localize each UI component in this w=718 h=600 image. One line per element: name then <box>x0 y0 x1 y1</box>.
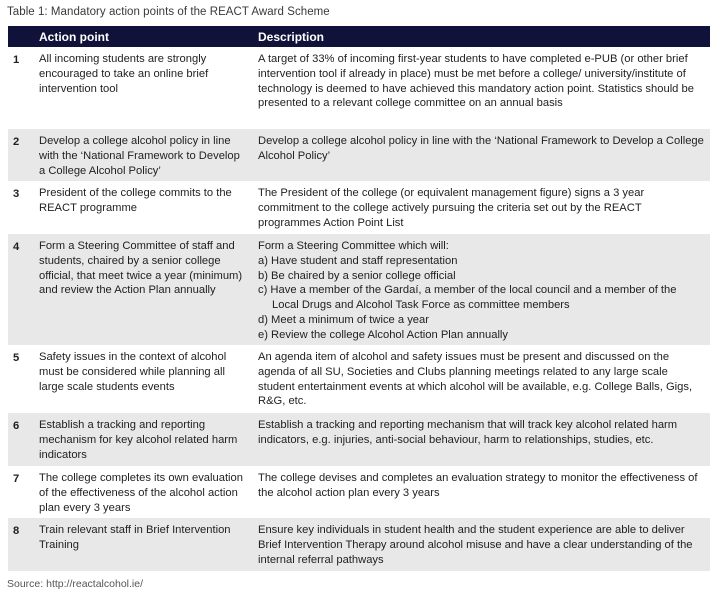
table-header-row <box>8 26 710 47</box>
row-number: 3 <box>13 188 20 200</box>
row-action-point: Establish a tracking and reporting mechanism for key alcohol related harm indicators <box>39 419 238 461</box>
row-action-point: The college completes its own evaluation of the effectiveness of the alcohol action plan every 3 years <box>39 472 243 514</box>
description-item: d) Meet a minimum of twice a year <box>258 313 429 326</box>
row-action-point: Train relevant staff in Brief Intervention Training <box>39 524 231 551</box>
table-row <box>8 518 710 571</box>
row-number: 1 <box>13 54 20 66</box>
row-action-point: President of the college commits to the REACT programme <box>39 187 232 214</box>
row-description: An agenda item of alcohol and safety issues must be present and discussed on the agenda of all SU, Societies and Clubs planning meetings related to any large scale student entertainment events at which alcohol will be available, e.g. College Balls, Gigs, R&G, etc. <box>258 351 693 408</box>
description-item: b) Be chaired by a senior college official <box>258 269 456 282</box>
description-item: c) Have a member of the Gardaí, a member of the local council and a member of the Local Drugs and Alcohol Task Force as committee members <box>258 284 677 312</box>
description-item: e) Review the college Alcohol Action Plan annually <box>258 328 509 341</box>
row-description: Ensure key individuals in student health and the student experience are able to deliver Brief Intervention Therapy around alcohol misuse and have a clear understanding of the internal referral pathways <box>258 524 693 566</box>
header-action-point: Action point <box>39 29 109 44</box>
row-number: 7 <box>13 473 20 485</box>
description-intro: Form a Steering Committee which will: <box>258 240 449 252</box>
table-row <box>8 413 710 466</box>
row-number: 6 <box>13 420 20 432</box>
row-description: Develop a college alcohol policy in line with the ‘National Framework to Develop a College Alcohol Policy’ <box>258 135 704 162</box>
row-description: Establish a tracking and reporting mechanism that will track key alcohol related harm indicators, e.g. injuries, anti-social behaviour, harm to relationships, studies, etc. <box>258 419 678 446</box>
row-number: 4 <box>13 241 20 253</box>
table-row <box>8 234 710 345</box>
table-row <box>8 47 710 129</box>
table-caption: Table 1: Mandatory action points of the REACT Award Scheme <box>7 6 330 18</box>
row-number: 2 <box>13 136 20 148</box>
row-action-point: Safety issues in the context of alcohol must be considered while planning all large scale students events <box>39 351 227 393</box>
row-description: A target of 33% of incoming first-year students to have completed e-PUB (or other brief intervention tool if already in place) must be met before a college/ university/institute of technology is deemed to have achieved this mandatory action point. Statistics should be presented to a relevant college committee on an annual basis <box>258 53 694 110</box>
action-points-table <box>8 26 710 571</box>
table-row <box>8 129 710 181</box>
row-description: The President of the college (or equivalent management figure) signs a 3 year commitment to the college actively pursuing the criteria set out by the REACT programmes Action Point List <box>258 187 645 229</box>
row-number: 5 <box>13 352 20 364</box>
row-description: The college devises and completes an evaluation strategy to monitor the effectiveness of the alcohol action plan every 3 years <box>258 472 698 499</box>
description-item: a) Have student and staff representation <box>258 254 458 267</box>
row-action-point: Develop a college alcohol policy in line with the ‘National Framework to Develop a College Alcohol Policy’ <box>39 135 240 177</box>
header-description: Description <box>258 29 325 44</box>
row-action-point: Form a Steering Committee of staff and students, chaired by a senior college official, that meet twice a year (minimum) and review the Action Plan annually <box>39 240 243 297</box>
table-row <box>8 466 710 518</box>
row-description <box>251 234 710 345</box>
row-action-point: All incoming students are strongly encouraged to take an online brief intervention tool <box>39 53 209 95</box>
source-note: Source: http://reactalcohol.ie/ <box>7 578 143 590</box>
row-number: 8 <box>13 525 20 537</box>
table-row <box>8 181 710 234</box>
table-row <box>8 345 710 413</box>
